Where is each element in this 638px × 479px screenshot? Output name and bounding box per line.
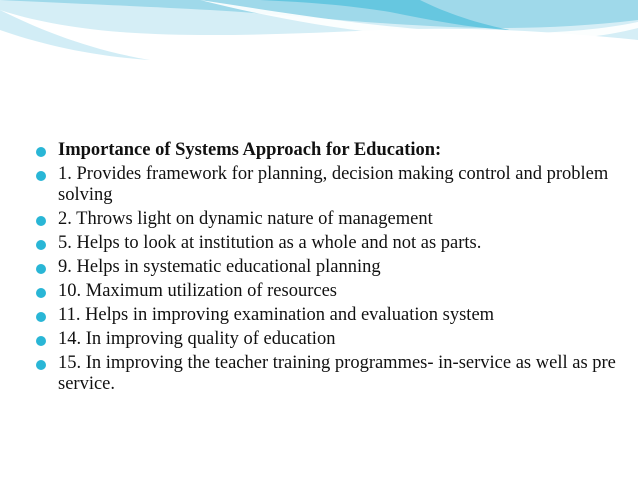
- bullet-text: 10. Maximum utilization of resources: [58, 281, 337, 301]
- bullet-dot-icon: [36, 240, 46, 250]
- bullet-text: 15. In improving the teacher training programmes- in-service as well as pre service.: [58, 353, 616, 394]
- bullet-text: 14. In improving quality of education: [58, 329, 336, 349]
- bullet-dot-icon: [36, 360, 46, 370]
- bullet-text: 2. Throws light on dynamic nature of management: [58, 209, 433, 229]
- bullet-text: 1. Provides framework for planning, decision making control and problem solving: [58, 164, 609, 205]
- bullet-text: 5. Helps to look at institution as a whole and not as parts.: [58, 233, 482, 253]
- bullet-dot-icon: [36, 171, 46, 181]
- bullet-item: [34, 164, 624, 206]
- bullet-item: [34, 233, 624, 254]
- bullet-item: [34, 257, 624, 278]
- bullet-item: [34, 329, 624, 350]
- bullet-item: [34, 305, 624, 326]
- bullet-dot-icon: [36, 312, 46, 322]
- bullet-dot-icon: [36, 336, 46, 346]
- wave-header-decoration: [0, 0, 638, 90]
- bullet-dot-icon: [36, 288, 46, 298]
- bullet-text: 9. Helps in systematic educational planning: [58, 257, 381, 277]
- bullet-dot-icon: [36, 264, 46, 274]
- bullet-dot-icon: [36, 216, 46, 226]
- bullet-text: 11. Helps in improving examination and evaluation system: [58, 305, 495, 325]
- bullet-item: [34, 209, 624, 230]
- bullet-dot-icon: [36, 147, 46, 157]
- content-area: [34, 140, 624, 398]
- bullet-item: [34, 281, 624, 302]
- bullet-heading: [34, 140, 624, 161]
- bullet-text: Importance of Systems Approach for Education:: [58, 140, 442, 160]
- bullet-item: [34, 353, 624, 395]
- bullet-list: [34, 140, 624, 395]
